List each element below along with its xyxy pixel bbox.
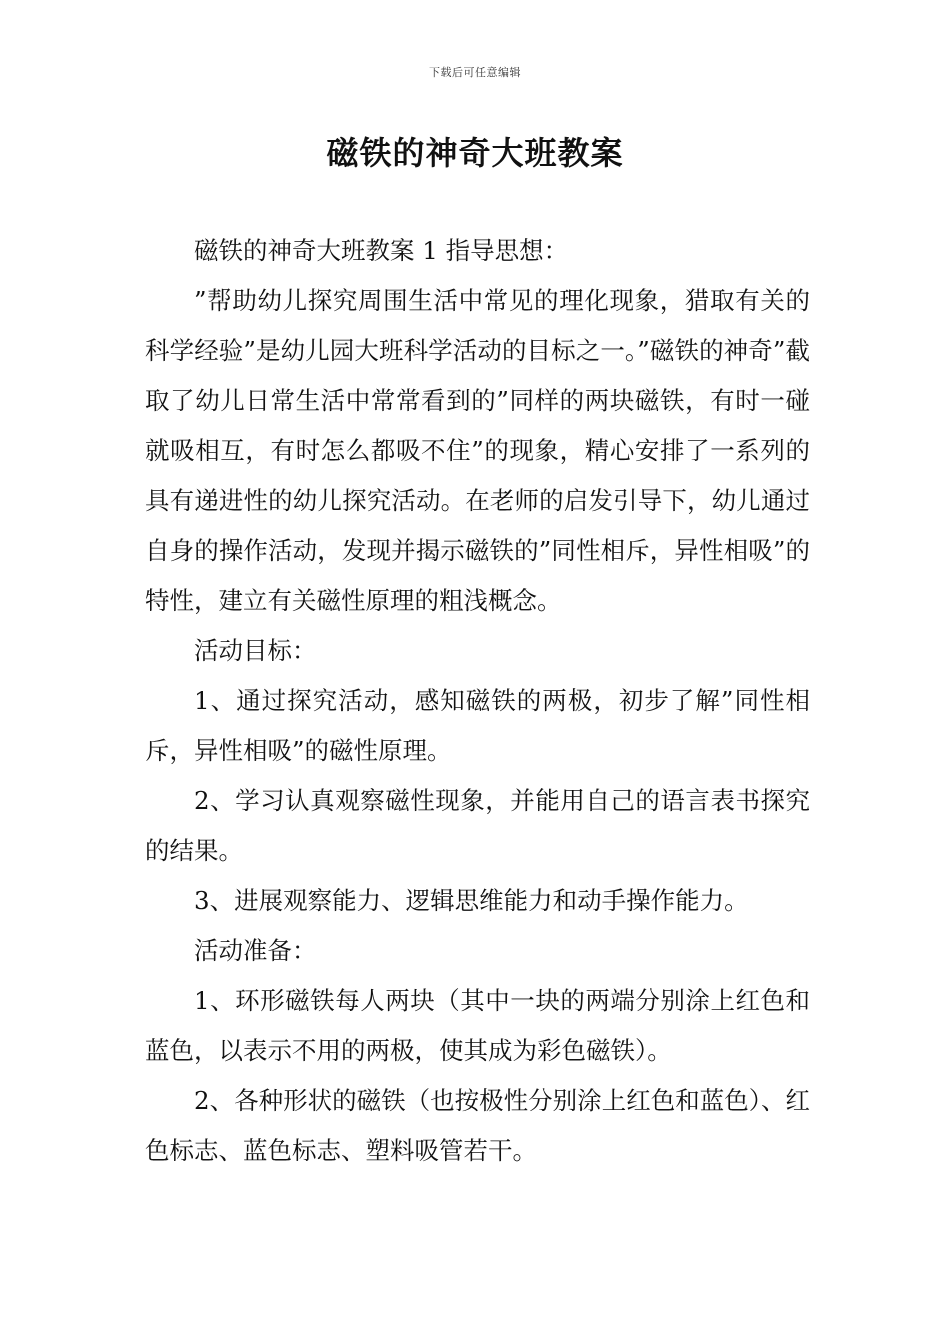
paragraph-goal-1: 1、通过探究活动，感知磁铁的两极，初步了解”同性相斥，异性相吸”的磁性原理。 (145, 686, 810, 765)
paragraph-preparation-heading: 活动准备： (194, 936, 317, 965)
document-body (145, 226, 810, 1176)
paragraph-goal-3: 3、进展观察能力、逻辑思维能力和动手操作能力。 (194, 886, 749, 915)
paragraph-intro-heading: 磁铁的神奇大班教案 1 指导思想： (194, 236, 569, 265)
header-note: 下载后可任意编辑 (429, 66, 521, 79)
paragraph-goal-2: 2、学习认真观察磁性现象，并能用自己的语言表书探究的结果。 (145, 786, 810, 865)
paragraph-guiding-thought: ”帮助幼儿探究周围生活中常见的理化现象，猎取有关的科学经验”是幼儿园大班科学活动的目标之一。”磁铁的神奇”截取了幼儿日常生活中常常看到的”同样的两块磁铁，有时一碰就吸相互，有时怎么都吸不住”的现象，精心安排了一系列的具有递进性的幼儿探究活动。在老师的启发引导下，幼儿通过自身的操作活动，发现并揭示磁铁的”同性相斥，异性相吸”的特性，建立有关磁性原理的粗浅概念。 (145, 286, 810, 615)
document-title: 磁铁的神奇大班教案 (326, 134, 624, 172)
paragraph-goals-heading: 活动目标： (194, 636, 317, 665)
paragraph-preparation-1: 1、环形磁铁每人两块（其中一块的两端分别涂上红色和蓝色，以表示不用的两极，使其成为彩色磁铁）。 (145, 986, 810, 1065)
paragraph-preparation-2: 2、各种形状的磁铁（也按极性分别涂上红色和蓝色）、红色标志、蓝色标志、塑料吸管若干。 (145, 1086, 810, 1165)
